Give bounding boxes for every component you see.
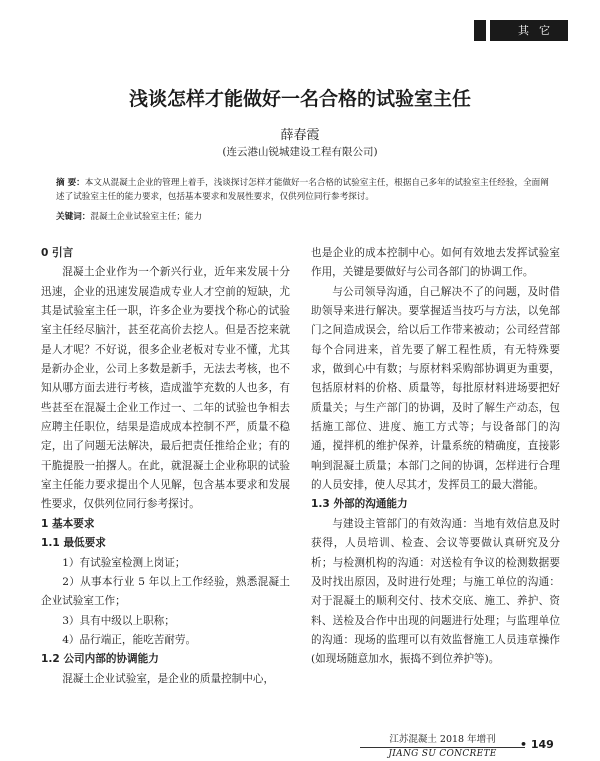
keywords-text: 混凝土企业试验室主任；能力 [90, 212, 203, 222]
section-heading: 1.2 公司内部的协调能力 [41, 653, 159, 666]
page-number: • 149 [520, 738, 554, 751]
section-heading: 0 引言 [41, 247, 74, 259]
list-item: 2）从事本行业 5 年以上工作经验，熟悉混凝土企业试验室工作； [41, 575, 290, 608]
section-heading: 1.1 最低要求 [41, 537, 106, 550]
paragraph: 混凝土企业试验室，是企业的质量控制中心， [62, 672, 275, 685]
author-name: 薛春霞 [280, 128, 320, 143]
paper-title: 浅谈怎样才能做好一名合格的试验室主任 [128, 88, 471, 110]
list-item: 4）品行端正，能吃苦耐劳。 [62, 633, 197, 646]
list-item: 1）有试验室检测上岗证； [62, 556, 186, 569]
journal-name: 江苏混凝土 2018 年增刊 [389, 734, 496, 745]
footer-divider [360, 747, 525, 748]
keywords-label: 关键词： [56, 212, 91, 222]
journal-name-en: JIANG SU CONCRETE [388, 749, 497, 759]
abstract-text: 本文从混凝土企业的管理上着手，浅谈探讨怎样才能做好一名合格的试验室主任，根据自己多年的试验室主任经验，全面阐述了试验室主任的能力要求，包括基本要求和发展性要求，仅供列位同行参考探讨。 [56, 178, 549, 202]
keywords [56, 210, 550, 222]
journal-footer [360, 734, 525, 760]
left-column [41, 244, 290, 689]
section-heading: 1 基本要求 [41, 517, 95, 530]
paragraph: 与建设主管部门的有效沟通：当地有效信息及时获得，人员培训、检查、会议等要做认真研究及分析；与检测机构的沟通：对送检有争议的检测数据要及时找出原因，及时进行处理；与施工单位的沟通：对于混凝土的顺利交付、技术交底、施工、养护、资料、送检及合作中出现的问题进行处理；与监理单位的沟通：现场的监理可以有效监督施工人员违章操作(如现场随意加水，振捣不到位养护等)。 [311, 517, 560, 666]
paragraph: 也是企业的成本控制中心。如何有效地去发挥试验室作用，关键是要做好与公司各部门的协调工作。 [311, 247, 560, 279]
abstract-label: 摘 要： [56, 178, 85, 188]
author-affiliation: (连云港山锐城建设工程有限公司) [222, 146, 378, 158]
list-item: 3）具有中级以上职称； [62, 614, 175, 627]
paragraph: 混凝土企业作为一个新兴行业，近年来发展十分迅速，企业的迅速发展造成专业人才空前的短缺，尤其是试验室主任一职，许多企业为要找个称心的试验室主任经尽脑汁，甚至花高价去挖人。但是否挖来就是人才呢？不好说，很多企业老板对专业不懂，尤其是新办企业，公司上多数是新手，无法去考核，也不知从哪方面去进行考核，造成滥竽充数的人也多，有些甚至在混凝土企业工作过一、二年的试验也争相去应聘主任职位，结果是造成成本控制不严，质量不稳定，出了问题无法解决，最后把责任推给企业；有的干脆提股一拍撂人。在此，就混凝土企业称职的试验室主任能力要求提出个人见解，包含基本要求和发展性要求，仅供列位同行参考探讨。 [41, 266, 290, 511]
abstract [56, 176, 550, 204]
section-heading: 1.3 外部的沟通能力 [311, 498, 408, 511]
paragraph: 与公司领导沟通，自己解决不了的问题，及时借助领导来进行解决。要掌握适当技巧与方法，以免部门之间造成误会，给以后工作带来被动；公司经营部每个合同进来，首先要了解工程性质，有无特殊要求，做到心中有数；与原材料采购部协调更为重要，包括原材料的价格、质量等，每批原材料进场要把好质量关；与生产部门的协调，及时了解生产动态，包括施工部位、进度、施工方式等；与设备部门的沟通，搅拌机的维护保养，计量系统的精确度，直接影响到混凝土质量；本部门之间的协调，怎样进行合理的人员安排，使人尽其才，发挥员工的最大潜能。 [311, 285, 560, 492]
category-tag: 其它 [490, 20, 568, 41]
category-marker [474, 20, 486, 41]
right-column [311, 244, 560, 670]
